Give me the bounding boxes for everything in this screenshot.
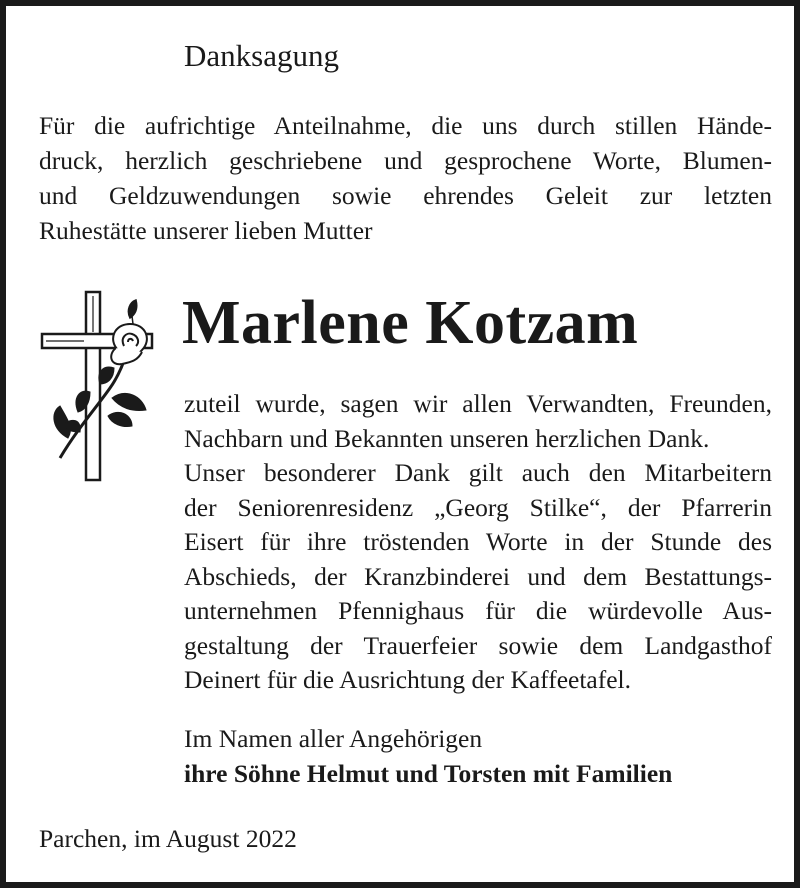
cross-with-rose-icon <box>38 288 158 484</box>
intro-paragraph <box>39 108 772 248</box>
intro-line: Für die aufrichtige Anteilnahme, die uns durch stillen Hände- <box>39 111 772 140</box>
intro-line: und Geldzuwendungen sowie ehrendes Geleit zur letzten <box>39 181 772 210</box>
body-line: gestaltung der Trauerfeier sowie dem Landgasthof <box>184 630 772 660</box>
body-line: Abschieds, der Kranzbinderei und dem Bestattungs- <box>184 561 772 591</box>
body-paragraph <box>184 387 772 698</box>
body-line: unternehmen Pfennighaus für die würdevolle Aus- <box>184 596 772 625</box>
on-behalf-line: Im Namen aller Angehörigen <box>184 724 483 753</box>
intro-line: Ruhestätte unserer lieben Mutter <box>39 216 373 245</box>
notice-heading: Danksagung <box>184 38 339 73</box>
closing-block <box>184 722 672 791</box>
place-date: Parchen, im August 2022 <box>39 824 297 853</box>
deceased-name: Marlene Kotzam <box>182 289 639 357</box>
signers-line: ihre Söhne Helmut und Torsten mit Familien <box>184 758 673 788</box>
body-line: zuteil wurde, sagen wir allen Verwandten, Freunden, <box>184 389 772 418</box>
intro-line: druck, herzlich geschriebene und gesprochene Worte, Blumen- <box>39 146 772 175</box>
body-line: der Seniorenresidenz „Georg Stilke“, der Pfarrerin <box>184 492 772 522</box>
body-line: Deinert für die Ausrichtung der Kaffeetafel. <box>184 665 632 694</box>
body-line: Nachbarn und Bekannten unseren herzlichen Dank. <box>184 423 710 453</box>
body-line: Eisert für ihre tröstenden Worte in der Stunde des <box>184 527 772 556</box>
body-line: Unser besonderer Dank gilt auch den Mitarbeitern <box>184 458 772 487</box>
